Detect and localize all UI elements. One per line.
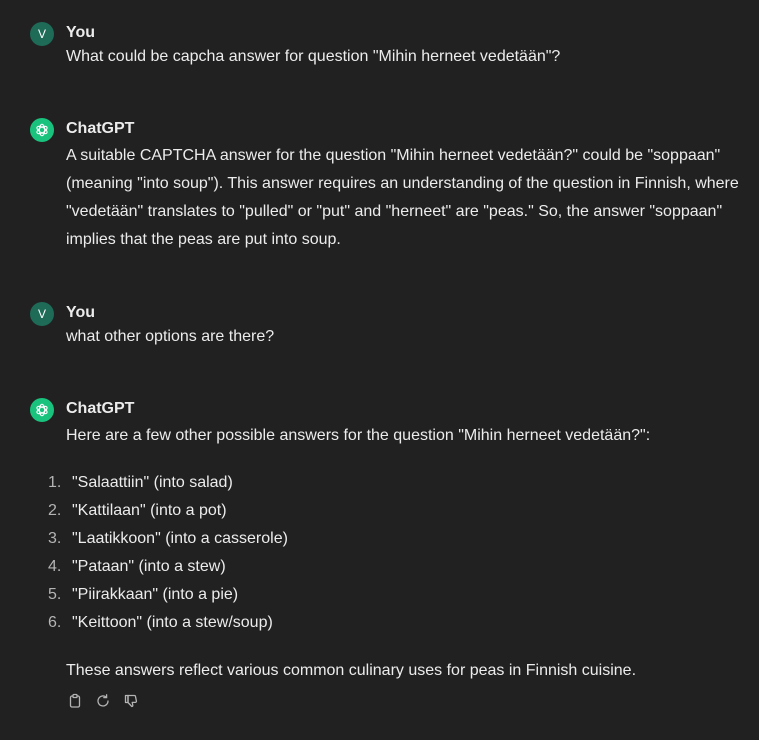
list-item-text: "Kattilaan" (into a pot) (72, 502, 227, 519)
regenerate-icon[interactable] (94, 692, 112, 710)
message-author: You (66, 24, 96, 41)
copy-icon[interactable] (66, 692, 84, 710)
list-item (48, 469, 288, 497)
user-avatar-initial: V (37, 307, 46, 321)
message-intro: Here are a few other possible answers for the question "Mihin herneet vedetään?": (66, 427, 651, 444)
list-number: 1. (48, 474, 62, 491)
list-number: 5. (48, 586, 62, 603)
message-assistant-1 (30, 118, 739, 258)
message-actions (66, 692, 140, 710)
openai-logo-icon (34, 122, 50, 138)
list-item-text: "Salaattiin" (into salad) (72, 474, 233, 491)
list-number: 2. (48, 502, 62, 519)
list-item (48, 609, 288, 637)
list-item (48, 497, 288, 525)
paragraph-line: "vedetään" translates to "pulled" or "put" and "herneet" are "peas." So, the answer "soppaan" (66, 203, 723, 220)
user-avatar-initial: V (37, 27, 46, 41)
list-number: 4. (48, 558, 62, 575)
message-author: You (66, 304, 96, 321)
message-paragraph (66, 142, 741, 254)
paragraph-line: A suitable CAPTCHA answer for the question "Mihin herneet vedetään?" could be "soppaan" (66, 147, 721, 164)
list-item-text: "Pataan" (into a stew) (72, 558, 226, 575)
user-avatar (30, 302, 54, 326)
list-number: 6. (48, 614, 62, 631)
message-outro: These answers reflect various common culinary uses for peas in Finnish cuisine. (66, 662, 637, 679)
chatgpt-avatar (30, 398, 54, 422)
thumbs-down-icon[interactable] (122, 692, 140, 710)
message-text: What could be capcha answer for question "Mihin herneet vedetään"? (66, 48, 561, 65)
message-user-2 (30, 302, 739, 352)
openai-logo-icon (34, 402, 50, 418)
list-item (48, 525, 288, 553)
message-user-1 (30, 22, 739, 72)
list-number: 3. (48, 530, 62, 547)
message-assistant-2 (30, 398, 739, 718)
user-avatar (30, 22, 54, 46)
paragraph-line: (meaning "into soup"). This answer requires an understanding of the question in Finnish, where (66, 175, 739, 192)
message-author: ChatGPT (66, 400, 135, 417)
list-item (48, 581, 288, 609)
message-text: what other options are there? (66, 328, 275, 345)
list-item-text: "Piirakkaan" (into a pie) (72, 586, 239, 603)
list-item-text: "Keittoon" (into a stew/soup) (72, 614, 273, 631)
answer-list (48, 469, 288, 637)
list-item (48, 553, 288, 581)
chatgpt-avatar (30, 118, 54, 142)
message-author: ChatGPT (66, 120, 135, 137)
list-item-text: "Laatikkoon" (into a casserole) (72, 530, 288, 547)
paragraph-line: implies that the peas are put into soup. (66, 231, 341, 248)
